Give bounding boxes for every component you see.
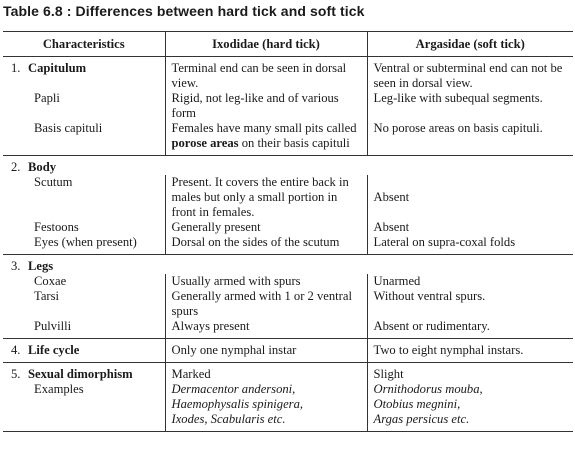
table-row [3,57,573,92]
table-row [3,382,573,432]
section-number: 3. [11,259,21,273]
cell: Ornithodorus mouba, Otobius megnini, Argas persicus etc. [367,382,573,432]
row-label-scutum: Scutum [34,175,73,189]
cell: Present. It covers the entire back in males but only a small portion in front in females. [165,175,367,220]
comparison-table [3,31,573,432]
section-title-body: Body [28,160,56,174]
table-row [3,220,573,235]
table-row [3,339,573,363]
section-title-capitulum: Capitulum [28,61,87,75]
row-label-basis-capituli: Basis capituli [34,121,103,135]
cell: No porose areas on basis capituli. [367,121,573,156]
cell: Always present [165,319,367,339]
section-title-life-cycle: Life cycle [28,343,80,357]
table-caption: Table 6.8 : Differences between hard tick and soft tick [3,3,365,19]
section-number: 1. [11,61,21,75]
table-row [3,274,573,289]
header-row [3,32,573,57]
row-label-pulvilli: Pulvilli [34,319,72,333]
header-ixodidae: Ixodidae (hard tick) [165,32,367,57]
row-label-festoons: Festoons [34,220,79,234]
cell: Terminal end can be seen in dorsal view. [165,57,367,92]
cell: Dorsal on the sides of the scutum [165,235,367,255]
table-row [3,235,573,255]
cell: Marked [165,363,367,383]
row-label-examples: Examples [34,382,84,396]
table-row [3,156,573,176]
header-characteristics: Characteristics [3,32,165,57]
table-row [3,319,573,339]
table-row [3,91,573,121]
table-row [3,121,573,156]
table-row [3,363,573,383]
row-label-eyes: Eyes (when present) [34,235,137,249]
section-title-legs: Legs [28,259,54,273]
row-label-papli: Papli [34,91,60,105]
row-label-coxae: Coxae [34,274,67,288]
cell: Generally present [165,220,367,235]
cell: Ventral or subterminal end can not be seen in dorsal view. [367,57,573,92]
porose-areas-term: porose areas [171,136,239,150]
cell: Leg-like with subequal segments. [367,91,573,121]
cell: Generally armed with 1 or 2 ventral spurs [165,289,367,319]
row-label-tarsi: Tarsi [34,289,59,303]
cell: Dermacentor andersoni, Haemophysalis spinigera, Ixodes, Scabularis etc. [165,382,367,432]
cell: Without ventral spurs. [367,289,573,319]
section-number: 4. [11,343,21,357]
section-number: 5. [11,367,21,381]
section-number: 2. [11,160,21,174]
table-row [3,175,573,220]
cell: Slight [367,363,573,383]
cell: Usually armed with spurs [165,274,367,289]
table-row [3,289,573,319]
cell: Unarmed [367,274,573,289]
section-title-sexual-dimorphism: Sexual dimorphism [28,367,133,381]
cell: Absent or rudimentary. [367,319,573,339]
cell: Lateral on supra-coxal folds [367,235,573,255]
header-argasidae: Argasidae (soft tick) [367,32,573,57]
cell: Two to eight nymphal instars. [367,339,573,363]
cell: Rigid, not leg-like and of various form [165,91,367,121]
cell: Absent [367,220,573,235]
cell: Absent [367,175,573,220]
cell: Only one nymphal instar [165,339,367,363]
table-row [3,255,573,275]
cell: Females have many small pits called porose areas on their basis capituli [165,121,367,156]
